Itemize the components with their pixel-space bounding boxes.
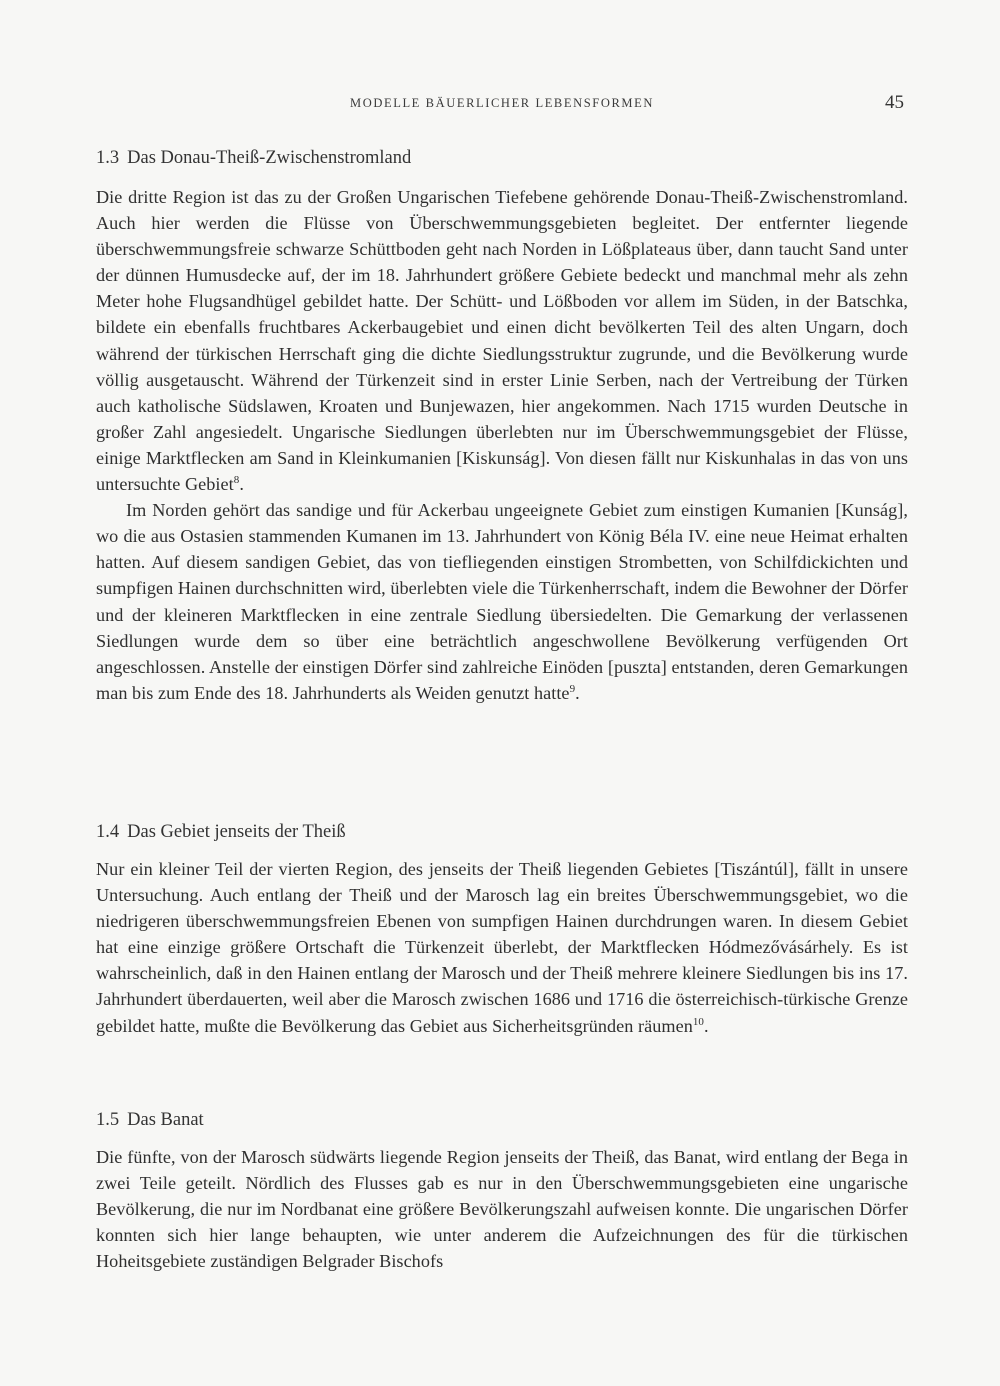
paragraph [96,1144,908,1274]
section-heading [96,146,908,170]
paragraph [96,497,908,706]
section-number: 1.4 [96,822,120,842]
section-title: Das Donau-Theiß-Zwischenstromland [127,148,412,168]
running-head: MODELLE BÄUERLICHER LEBENSFORMEN [350,96,654,110]
paragraph [96,184,908,497]
paragraph-text: Nur ein kleiner Teil der vierten Region, des jenseits der Theiß liegenden Gebietes [Tiszántúl], fällt in unsere Untersuchung. Auch entlang der Theiß und der Marosch lag ein breites Überschwemmungsgebiet, wo die niedrigeren überschwemmungsfreien Ebenen von sumpfigen Hainen durchdrungen waren. In diesem Gebiet hat eine einzige größere Ortschaft die Türkenzeit überlebt, der Marktflecken Hódmezővásárhely. Es ist wahrscheinlich, daß in den Hainen entlang der Marosch und der Theiß mehrere kleinere Siedlungen bis ins 17. Jahrhundert überdauerten, weil aber die Marosch zwischen 1686 und 1716 die österreichisch-türkische Grenze gebildet hatte, mußte die Bevölkerung das Gebiet aus Sicherheitsgründen räumen [96,859,908,1036]
section-number: 1.5 [96,1110,120,1130]
section-number: 1.3 [96,148,120,168]
page-number: 45 [885,92,904,113]
paragraph-text: Die fünfte, von der Marosch südwärts liegende Region jenseits der Theiß, das Banat, wird entlang der Bega in zwei Teile geteilt. Nördlich des Flusses gab es nur in den Überschwemmungsgebieten eine ungarische Bevölkerung, die nur im Nordbanat eine größere Bevölkerungszahl aufweisen konnte. Die ungarischen Dörfer konnten sich hier lange behaupten, wie unter anderem die Aufzeichnungen des für die türkischen Hoheitsgebiete zuständigen Belgrader Bischofs [96,1147,908,1272]
footnote-ref[interactable]: 9 [569,682,576,695]
section-title: Das Banat [127,1110,204,1130]
section-heading [96,1108,908,1132]
footnote-ref[interactable]: 10 [692,1015,704,1028]
paragraph [96,856,908,1039]
paragraph-text: Im Norden gehört das sandige und für Ackerbau ungeeignete Gebiet zum einstigen Kumanien [Kunság], wo die aus Ostasien stammenden Kumanen im 13. Jahrhundert von König Béla IV. eine neue Heimat erhalten hatten. Auf diesem sandigen Gebiet, das von tiefliegenden einstigen Strombetten, von Schilfdickichten und sumpfigen Hainen durchschnitten wird, überlebten viele die Türkenherrschaft, indem die Bewohner der Dörfer und der kleineren Marktflecken in eine zentrale Siedlung übersiedelten. Die Gemarkung der verlassenen Siedlungen wurde dem so über eine beträchtlich angeschwollene Bevölkerung verfügenden Ort angeschlossen. Anstelle der einstigen Dörfer sind zahlreiche Einöden [puszta] entstanden, deren Gemarkungen man bis zum Ende des 18. Jahrhunderts als Weiden genutzt hatte [96,500,909,703]
paragraph-text: Die dritte Region ist das zu der Großen Ungarischen Tiefebene gehörende Donau-Theiß-Zwischenstromland. Auch hier werden die Flüsse von Überschwemmungsgebieten begleitet. Der entfernter liegende überschwemmungsfreie schwarze Schüttboden geht nach Norden in Lößplateaus über, dann taucht Sand unter der dünnen Humusdecke auf, der im 18. Jahrhundert größere Gebiete bedeckt und manchmal mehr als zehn Meter hohe Flugsandhügel gebildet hatte. Der Schütt- und Lößboden vor allem im Süden, in der Batschka, bildete ein ebenfalls fruchtbares Ackerbaugebiet und einen dicht bevölkerten Teil des alten Ungarn, doch während der türkischen Herrschaft ging die dichte Siedlungsstruktur zugrunde, und die Bevölkerung wurde völlig ausgetauscht. Während der Türkenzeit sind in erster Linie Serben, nach der Vertreibung der Türken auch katholische Südslawen, Kroaten und Bunjewazen, hier angekommen. Nach 1715 wurden Deutsche in großer Zahl angesiedelt. Ungarische Siedlungen überlebten nur im Überschwemmungsgebiet der Flüsse, einige Marktflecken am Sand in Kleinkumanien [Kiskunság]. Von diesen fällt nur Kiskunhalas in das von uns untersuchte Gebiet [96,187,908,495]
paragraph-end: . [703,1015,709,1036]
section-title: Das Gebiet jenseits der Theiß [127,822,346,842]
section-1-5 [96,1108,908,1274]
footnote-ref[interactable]: 8 [233,474,240,487]
section-1-3 [96,146,908,706]
paragraph-end: . [239,474,244,495]
section-heading [96,820,908,844]
page-header [96,92,908,120]
section-1-4 [96,820,908,1039]
paragraph-end: . [575,682,580,703]
